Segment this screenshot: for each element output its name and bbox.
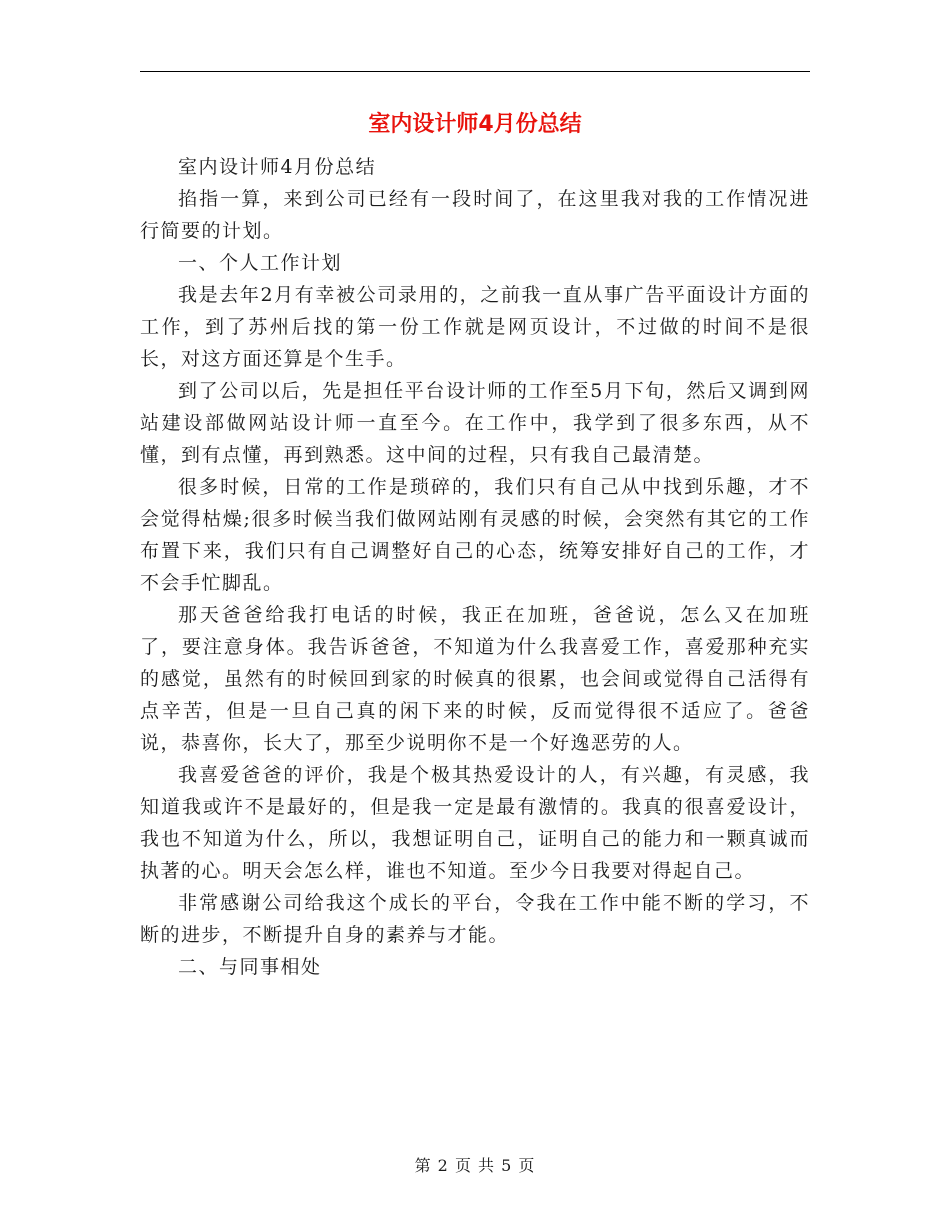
document-title: 室内设计师4月份总结 [368,112,582,137]
paragraph: 我是去年2月有幸被公司录用的，之前我一直从事广告平面设计方面的工作，到了苏州后找的第一份工作就是网页设计，不过做的时间不是很长，对这方面还算是个生手。 [140,284,810,370]
document-body [140,151,810,983]
paragraph: 那天爸爸给我打电话的时候，我正在加班，爸爸说，怎么又在加班了，要注意身体。我告诉爸爸，不知道为什么我喜爱工作，喜爱那种充实的感觉，虽然有的时候回到家的时候真的很累，也会间或觉得自己活得有点辛苦，但是一旦自己真的闲下来的时候，反而觉得很不适应了。爸爸说，恭喜你，长大了，那至少说明你不是一个好逸恶劳的人。 [140,604,810,754]
paragraph: 到了公司以后，先是担任平台设计师的工作至5月下旬，然后又调到网站建设部做网站设计师一直至今。在工作中，我学到了很多东西，从不懂，到有点懂，再到熟悉。这中间的过程，只有我自己最清楚。 [140,380,810,466]
paragraph-intro: 掐指一算，来到公司已经有一段时间了，在这里我对我的工作情况进行简要的计划。 [140,188,810,242]
section-heading-personal-plan: 一、个人工作计划 [178,252,343,274]
paragraph: 非常感谢公司给我这个成长的平台，令我在工作中能不断的学习，不断的进步，不断提升自身的素养与才能。 [140,892,810,946]
section-heading-colleagues: 二、与同事相处 [178,956,322,978]
paragraph: 很多时候，日常的工作是琐碎的，我们只有自己从中找到乐趣，才不会觉得枯燥;很多时候当我们做网站刚有灵感的时候，会突然有其它的工作布置下来，我们只有自己调整好自己的心态，统筹安排好自己的工作，才不会手忙脚乱。 [140,476,810,594]
header-rule [140,71,810,72]
paragraph-subtitle: 室内设计师4月份总结 [178,156,377,178]
page-number: 第 2 页 共 5 页 [414,1156,536,1175]
paragraph: 我喜爱爸爸的评价，我是个极其热爱设计的人，有兴趣，有灵感，我知道我或许不是最好的，但是我一定是最有激情的。我真的很喜爱设计，我也不知道为什么，所以，我想证明自己，证明自己的能力和一颗真诚而执著的心。明天会怎么样，谁也不知道。至少今日我要对得起自己。 [140,764,810,882]
